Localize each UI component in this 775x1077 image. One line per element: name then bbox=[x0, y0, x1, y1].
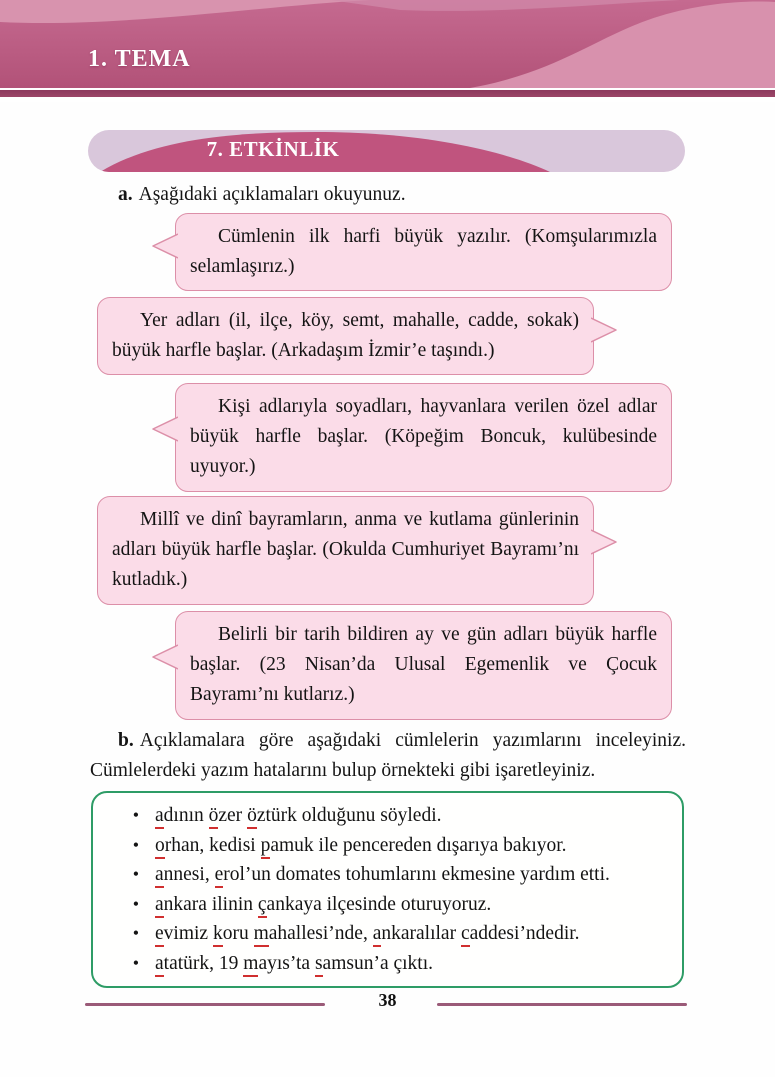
rule-bubble-row bbox=[90, 297, 686, 375]
bubble-tail-right-icon bbox=[591, 316, 619, 344]
exercise-sentence-item bbox=[93, 919, 670, 949]
rule-bubble-text: Millî ve dinî bayramların, anma ve kutlama günlerinin adları büyük harfle başlar. (Okulda Cumhuriyet Bayramı’nı kutladık.) bbox=[112, 509, 579, 591]
theme-title: 1. TEMA bbox=[88, 46, 191, 72]
section-a-marker: a. bbox=[118, 184, 133, 205]
section-b-marker: b. bbox=[118, 730, 134, 751]
rule-bubble-place-names bbox=[97, 297, 594, 375]
bullet-icon: • bbox=[132, 834, 139, 855]
exercise-sentence-text: annesi, erol’un domates tohumlarını ekmesine yardım etti. bbox=[155, 860, 610, 890]
section-b-text: Açıklamalara göre aşağıdaki cümlelerin yazımlarını inceleyiniz. Cümlelerdeki yazım hatalarını bulup örnekteki gibi işaretleyiniz. bbox=[90, 730, 686, 782]
section-a-text: Aşağıdaki açıklamaları okuyunuz. bbox=[138, 184, 406, 205]
exercise-sentence-text: adının özer öztürk olduğunu söyledi. bbox=[155, 801, 442, 831]
exercise-sentence-list bbox=[93, 801, 670, 978]
exercise-sentence-text: ankara ilinin çankaya ilçesinde oturuyoruz. bbox=[155, 890, 491, 920]
exercise-sentence-text: orhan, kedisi pamuk ile pencereden dışarıya bakıyor. bbox=[155, 831, 567, 861]
rule-bubble-row bbox=[90, 383, 686, 492]
theme-header-banner bbox=[0, 0, 775, 88]
section-a-instruction bbox=[90, 180, 686, 210]
exercise-sentence-item bbox=[93, 890, 670, 920]
exercise-sentence-text: atatürk, 19 mayıs’ta samsun’a çıktı. bbox=[155, 949, 433, 979]
exercise-sentence-item bbox=[93, 949, 670, 979]
bullet-icon: • bbox=[132, 923, 139, 943]
rule-bubble-holidays bbox=[97, 496, 594, 605]
bubble-tail-right-icon bbox=[591, 528, 619, 556]
bubble-tail-left-icon bbox=[150, 415, 178, 443]
rule-bubble-dates bbox=[175, 611, 672, 720]
activity-title: 7. ETKİNLİK bbox=[206, 137, 340, 161]
exercise-sentence-item bbox=[93, 831, 670, 861]
rule-bubble-text: Kişi adlarıyla soyadları, hayvanlara verilen özel adlar büyük harfle başlar. (Köpeğim Boncuk, kulübesinde uyuyor.) bbox=[190, 396, 657, 478]
page-number: 38 bbox=[378, 990, 397, 1010]
rule-bubble-row bbox=[90, 611, 686, 720]
header-divider-rule bbox=[0, 88, 775, 102]
rule-bubble-text: Cümlenin ilk harfi büyük yazılır. (Komşularımızla selamlaşırız.) bbox=[190, 226, 657, 278]
bullet-icon: • bbox=[132, 893, 139, 914]
bubble-tail-left-icon bbox=[150, 643, 178, 671]
exercise-sentence-item bbox=[93, 860, 670, 890]
bullet-icon: • bbox=[132, 952, 139, 973]
bubble-tail-left-icon bbox=[150, 232, 178, 260]
exercise-sentence-item bbox=[93, 801, 670, 831]
rule-bubble-text: Belirli bir tarih bildiren ay ve gün adları büyük harfle başlar. (23 Nisan’da Ulusal Egemenlik ve Çocuk Bayramı’nı kutlarız.) bbox=[190, 624, 657, 706]
bullet-icon: • bbox=[132, 864, 139, 884]
bullet-icon: • bbox=[132, 805, 139, 825]
rule-bubble-row bbox=[90, 213, 686, 291]
rule-bubble-sentence-capital bbox=[175, 213, 672, 291]
exercise-sentence-box bbox=[91, 791, 684, 988]
banner-wave-art bbox=[0, 0, 775, 88]
activity-banner bbox=[88, 130, 685, 172]
exercise-sentence-text: evimiz koru mahallesi’nde, ankaralılar caddesi’ndedir. bbox=[155, 919, 580, 949]
rule-bubble-person-animal-names bbox=[175, 383, 672, 492]
rule-bubble-row bbox=[90, 496, 686, 605]
rule-bubble-text: Yer adları (il, ilçe, köy, semt, mahalle, cadde, sokak) büyük harfle başlar. (Arkadaşım İzmir’e taşındı.) bbox=[112, 310, 579, 362]
section-b-instruction bbox=[90, 726, 686, 786]
